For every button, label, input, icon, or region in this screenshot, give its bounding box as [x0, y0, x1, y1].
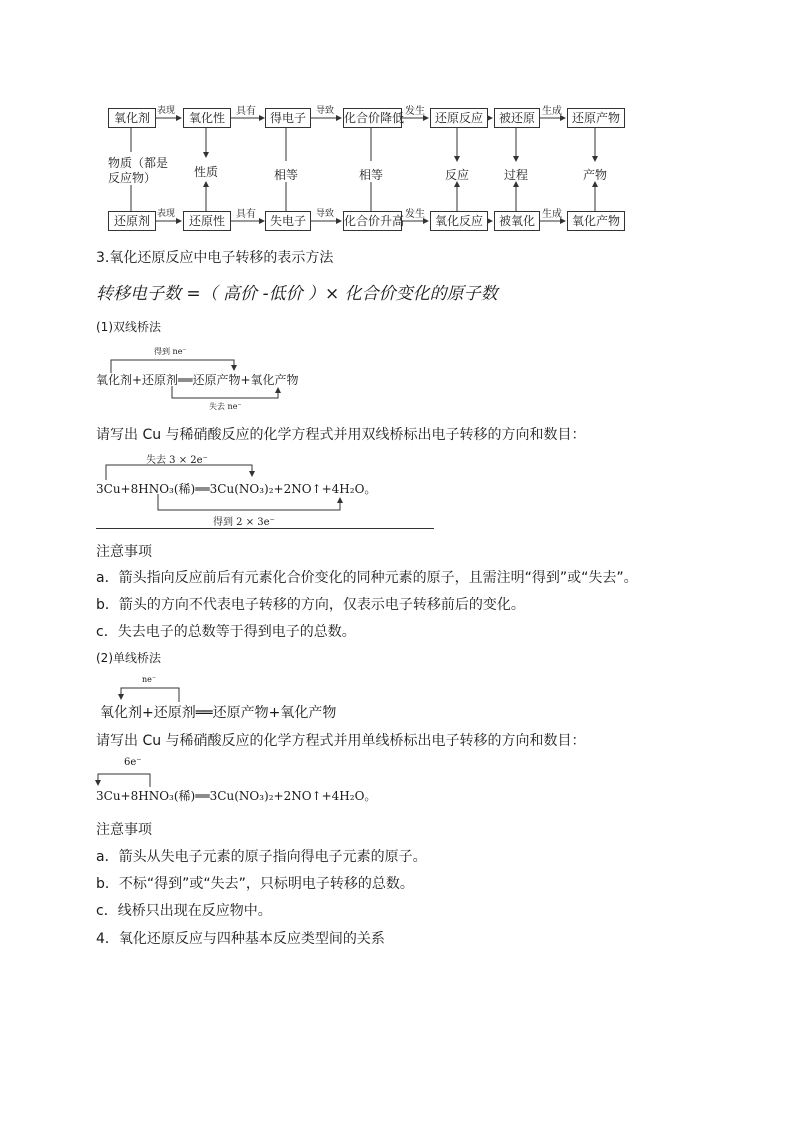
- cu-gain-label: 得到 2 × 3e⁻: [213, 517, 275, 528]
- cu-lose-label: 失去 3 × 2e⁻: [146, 455, 208, 466]
- box-oxidizing-property: 氧化性: [183, 108, 231, 128]
- bottom-arrow-label-2: 具有: [236, 209, 256, 220]
- box-reduction-reaction: 还原反应: [430, 108, 488, 128]
- box-reduced: 被还原: [494, 108, 540, 128]
- single-bridge-prompt: 请写出 Cu 与稀硝酸反应的化学方程式并用单线桥标出电子转移的方向和数目：: [96, 733, 586, 749]
- double-bridge-note-c: c．失去电子的总数等于得到电子的总数。: [96, 624, 356, 640]
- single-bridge-equation: 氧化剂+还原剂══还原产物+氧化产物: [100, 705, 337, 721]
- box-valence-decrease: 化合价降低: [343, 108, 402, 128]
- double-bridge-note-b: b．箭头的方向不代表电子转移的方向，仅表示电子转移前后的变化。: [96, 597, 525, 613]
- cu-single-label: 6e⁻: [124, 757, 142, 768]
- bottom-arrow-label-4: 发生: [405, 209, 425, 220]
- single-bridge-heading: (2)单线桥法: [96, 651, 161, 665]
- top-arrow-label-3: 导致: [316, 106, 335, 116]
- single-bridge-note-c: c．线桥只出现在反应物中。: [96, 903, 272, 919]
- middle-label-equal-2: 相等: [359, 168, 384, 182]
- box-valence-increase: 化合价升高: [343, 211, 402, 231]
- single-bridge-label: ne⁻: [142, 675, 157, 684]
- double-bridge-heading: (1)双线桥法: [96, 320, 161, 334]
- box-reductant: 还原剂: [108, 211, 156, 231]
- middle-label-property: 性质: [194, 165, 219, 179]
- box-oxidation-reaction: 氧化反应: [430, 211, 488, 231]
- section-4-title: 4．氧化还原反应与四种基本反应类型间的关系: [96, 931, 385, 947]
- box-oxidation-product: 氧化产物: [567, 211, 625, 231]
- bottom-arrow-label-3: 导致: [316, 209, 335, 219]
- double-bridge-note-a: a．箭头指向反应前后有元素化合价变化的同种元素的原子，且需注明“得到”或“失去”。: [96, 570, 638, 586]
- middle-label-equal-1: 相等: [274, 168, 299, 182]
- box-reduction-product: 还原产物: [567, 108, 625, 128]
- single-bridge-note-b: b．不标“得到”或“失去”，只标明电子转移的总数。: [96, 876, 414, 892]
- box-gain-electrons: 得电子: [265, 108, 311, 128]
- notes-title-1: 注意事项: [96, 544, 152, 560]
- double-bridge-gain-label: 得到 ne⁻: [154, 347, 187, 356]
- middle-label-product: 产物: [583, 168, 608, 182]
- box-oxidized: 被氧化: [494, 211, 540, 231]
- notes-title-2: 注意事项: [96, 822, 152, 838]
- top-arrow-label-6: 生成: [542, 106, 562, 117]
- separator-line: [96, 528, 434, 529]
- middle-label-process: 过程: [504, 168, 529, 182]
- bottom-arrow-label-1: 表现: [157, 209, 176, 219]
- top-arrow-label-2: 具有: [236, 106, 256, 117]
- single-bridge-note-a: a．箭头从失电子元素的原子指向得电子元素的原子。: [96, 849, 427, 865]
- box-oxidant: 氧化剂: [108, 108, 156, 128]
- box-reducing-property: 还原性: [183, 211, 231, 231]
- middle-label-reaction: 反应: [445, 168, 470, 182]
- double-bridge-prompt: 请写出 Cu 与稀硝酸反应的化学方程式并用双线桥标出电子转移的方向和数目：: [96, 427, 586, 443]
- middle-label-substance: 物质（都是反应物）: [108, 156, 169, 185]
- box-lose-electrons: 失电子: [265, 211, 311, 231]
- cu-double-bridge-equation: 3Cu+8HNO₃(稀)══3Cu(NO₃)₂+2NO↑+4H₂O。: [96, 482, 377, 496]
- top-arrow-label-1: 表现: [157, 106, 176, 116]
- double-bridge-equation: 氧化剂+还原剂══还原产物+氧化产物: [96, 373, 299, 387]
- cu-single-bridge-equation: 3Cu+8HNO₃(稀)══3Cu(NO₃)₂+2NO↑+4H₂O。: [96, 789, 377, 803]
- double-bridge-lose-label: 失去 ne⁻: [209, 402, 242, 411]
- section-3-title: 3.氧化还原反应中电子转移的表示方法: [96, 250, 334, 266]
- top-arrow-label-4: 发生: [405, 106, 425, 117]
- electron-transfer-formula: 转移电子数 =（ 高价 -低价 ）× 化合价变化的原子数: [96, 284, 498, 304]
- bottom-arrow-label-6: 生成: [542, 209, 562, 220]
